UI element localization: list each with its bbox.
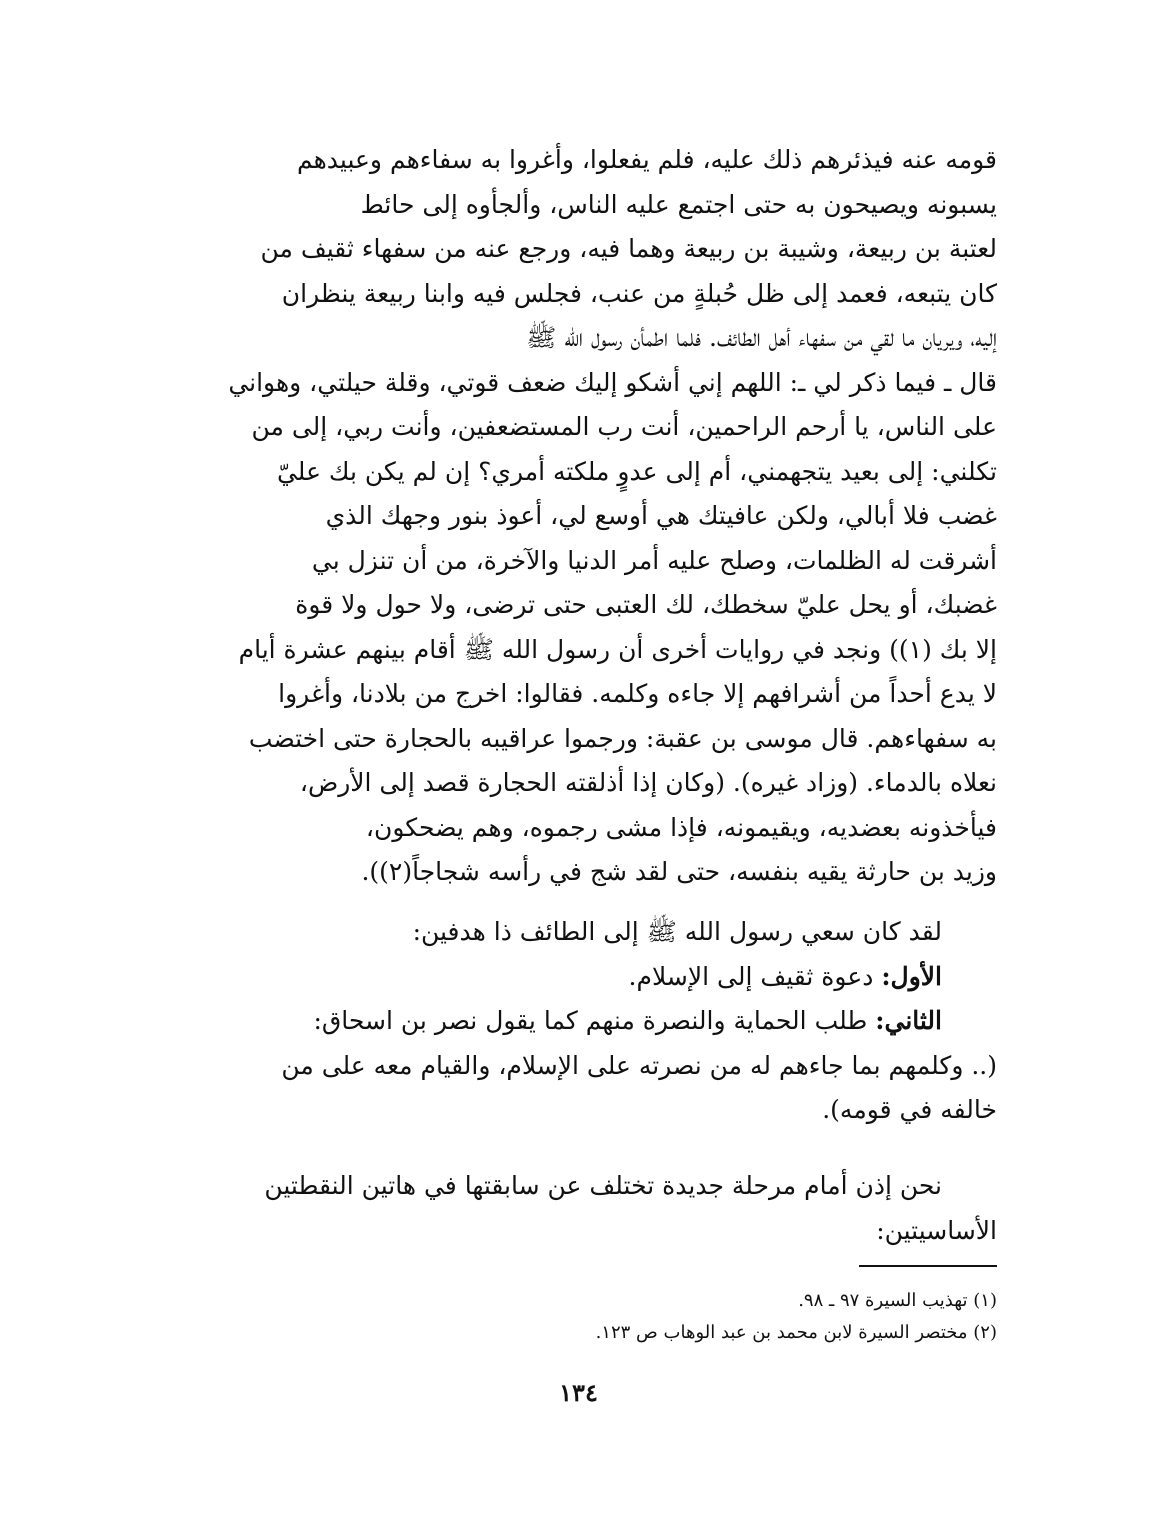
goals-section [162, 910, 997, 1133]
footnote-2: (٢) مختصر السيرة لابن محمد بن عبد الوهاب ص ١٢٣. [595, 1322, 997, 1343]
text-line: كان يتبعه، فعمد إلى ظل حُبلةٍ من عنب، فجلس فيه وابنا ربيعة ينظران [281, 278, 997, 308]
text-line: غضبك، أو يحل عليّ سخطك، لك العتبى حتى ترضى، ولا حول ولا قوة [295, 590, 997, 619]
footnote-1: (١) تهذيب السيرة ٩٧ ـ ٩٨. [798, 1290, 997, 1311]
conclusion-line: نحن إذن أمام مرحلة جديدة تختلف عن سابقتها في هاتين النقطتين [264, 1171, 942, 1200]
text-line: يسبونه ويصيحون به حتى اجتمع عليه الناس، وألجأوه إلى حائط [360, 189, 997, 219]
goal-second-text: طلب الحماية والنصرة منهم كما يقول نصر بن اسحاق: [313, 1006, 876, 1035]
goal-first-text: دعوة ثقيف إلى الإسلام. [628, 961, 882, 991]
text-line: أشرقت له الظلمات، وصلح عليه أمر الدنيا والآخرة، من أن تنزل بي [311, 545, 997, 575]
page-number: ١٣٤ [559, 1378, 598, 1407]
text-line: وزيد بن حارثة يقيه بنفسه، حتى لقد شج في رأسه شجاجاً(٢)). [361, 857, 997, 886]
text-line: نعلاه بالدماء. (وزاد غيره). (وكان إذا أذلقته الحجارة قصد إلى الأرض، [299, 768, 997, 797]
conclusion-line: الأساسيتين: [876, 1215, 997, 1245]
text-line: به سفهاءهم. قال موسى بن عقبة: ورجموا عراقيبه بالحجارة حتى اختضب [248, 723, 997, 753]
text-line: قال ـ فيما ذكر لي ـ: اللهم إني أشكو إليك ضعف قوتي، وقلة حيلتي، وهواني [228, 367, 997, 397]
footnote-divider [859, 1265, 997, 1267]
main-paragraph [162, 138, 997, 895]
footnotes [162, 1285, 997, 1349]
goal-second [162, 999, 997, 1044]
goals-intro: لقد كان سعي رسول الله ﷺ إلى الطائف ذا هدفين: [412, 917, 942, 946]
goal-first-label: الأول: [881, 961, 942, 991]
text-line: لا يدع أحداً من أشرافهم إلا جاءه وكلمه. فقالوا: اخرج من بلادنا، وأغروا [278, 679, 997, 708]
conclusion-paragraph [162, 1164, 997, 1253]
goal-quote-line: (.. وكلمهم بما جاءهم له من نصرته على الإسلام، والقيام معه على من [281, 1050, 997, 1080]
text-line: لعتبة بن ربيعة، وشيبة بن ربيعة وهما فيه، ورجع عنه من سفهاء ثقيف من [260, 234, 997, 263]
goal-second-label: الثاني: [875, 1006, 942, 1035]
text-line: إليه، ويريان ما لقي من سفهاء أهل الطائف. فلما اطمأن رسول الله ﷺ [526, 323, 997, 352]
text-line: على الناس، يا أرحم الراحمين، أنت رب المستضعفين، وأنت ربي، إلى من [251, 412, 997, 441]
goal-first [162, 955, 997, 1000]
text-line: قومه عنه فيذئرهم ذلك عليه، فلم يفعلوا، وأغروا به سفاءهم وعبيدهم [296, 145, 997, 174]
text-line: تكلني: إلى بعيد يتجهمني، أم إلى عدوٍ ملكته أمري؟ إن لم يكن بك عليّ [276, 456, 997, 486]
text-line: إلا بك (١)) ونجد في روايات أخرى أن رسول الله ﷺ أقام بينهم عشرة أيام [238, 634, 997, 664]
text-line: فيأخذونه بعضديه، ويقيمونه، فإذا مشى رجموه، وهم يضحكون، [365, 812, 997, 842]
text-line: غضب فلا أبالي، ولكن عافيتك هي أوسع لي، أعوذ بنور وجهك الذي [325, 501, 997, 530]
goal-quote-line: خالفه في قومه). [822, 1095, 997, 1124]
